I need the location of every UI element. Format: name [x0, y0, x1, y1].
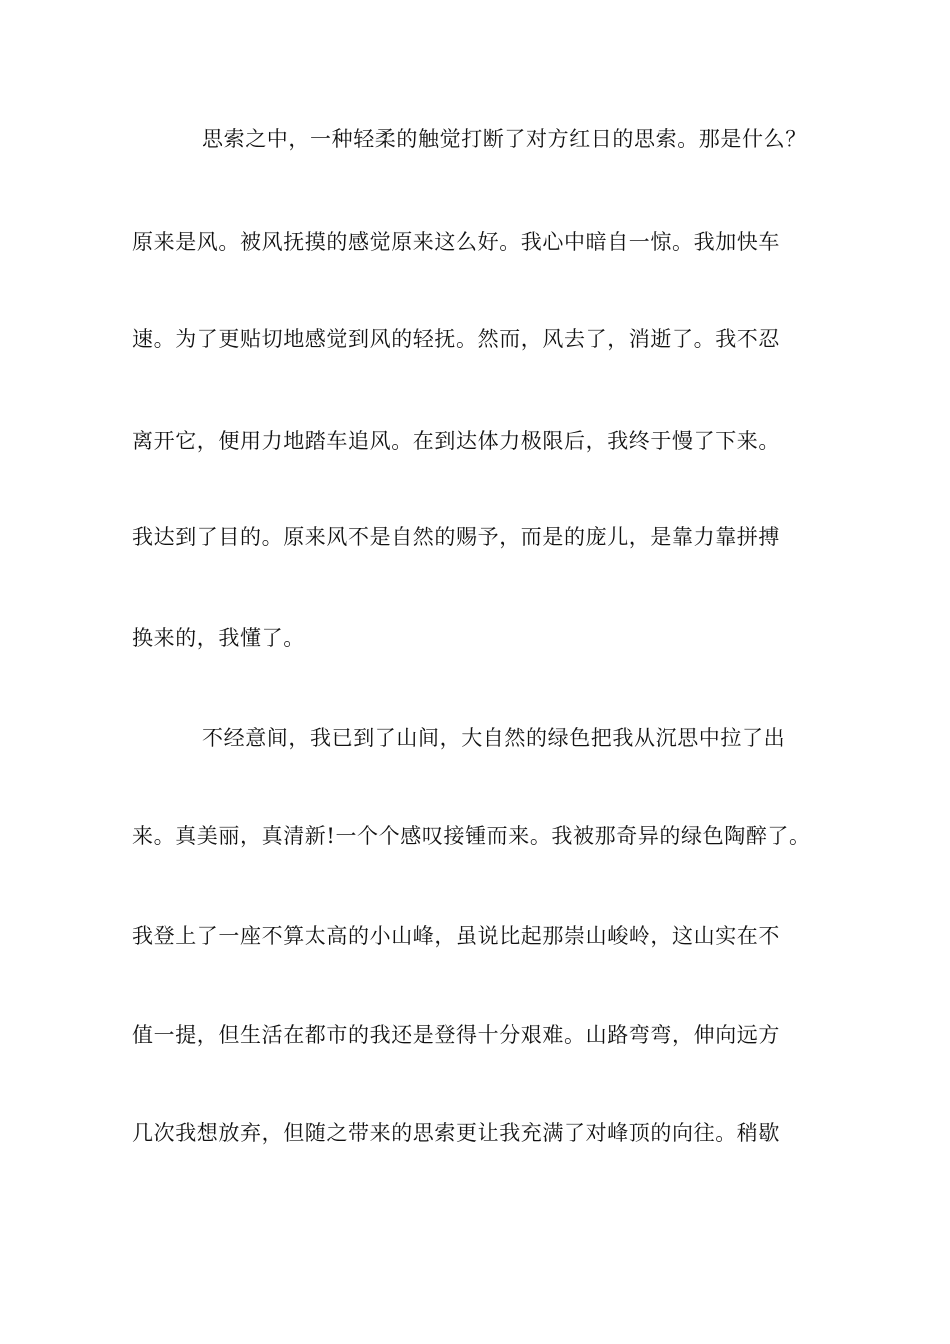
paragraph-2-line-5: 几次我想放弃，但随之带来的思索更让我充满了对峰顶的向往。稍歇	[132, 1121, 780, 1145]
paragraph-2-line-3: 我登上了一座不算太高的小山峰，虽说比起那崇山峻岭，这山实在不	[132, 924, 780, 948]
paragraph-1-line-6: 换来的，我懂了。	[132, 626, 305, 650]
paragraph-1-line-2: 原来是风。被风抚摸的感觉原来这么好。我心中暗自一惊。我加快车	[132, 230, 780, 254]
paragraph-2-line-1: 不经意间，我已到了山间，大自然的绿色把我从沉思中拉了出	[202, 726, 786, 750]
paragraph-2-line-2: 来。真美丽，真清新!一个个感叹接锺而来。我被那奇异的绿色陶醉了。	[132, 824, 811, 848]
paragraph-1-line-5: 我达到了目的。原来风不是自然的赐予，而是的庞儿，是靠力靠拼搏	[132, 525, 780, 549]
paragraph-2-line-4: 值一提，但生活在都市的我还是登得十分艰难。山路弯弯，伸向远方	[132, 1023, 780, 1047]
paragraph-1-line-1: 思索之中，一种轻柔的触觉打断了对方红日的思索。那是什么？	[202, 127, 807, 151]
paragraph-1-line-3: 速。为了更贴切地感觉到风的轻抚。然而，风去了，消逝了。我不忍	[132, 327, 780, 351]
paragraph-1-line-4: 离开它，便用力地踏车追风。在到达体力极限后，我终于慢了下来。	[132, 429, 780, 453]
